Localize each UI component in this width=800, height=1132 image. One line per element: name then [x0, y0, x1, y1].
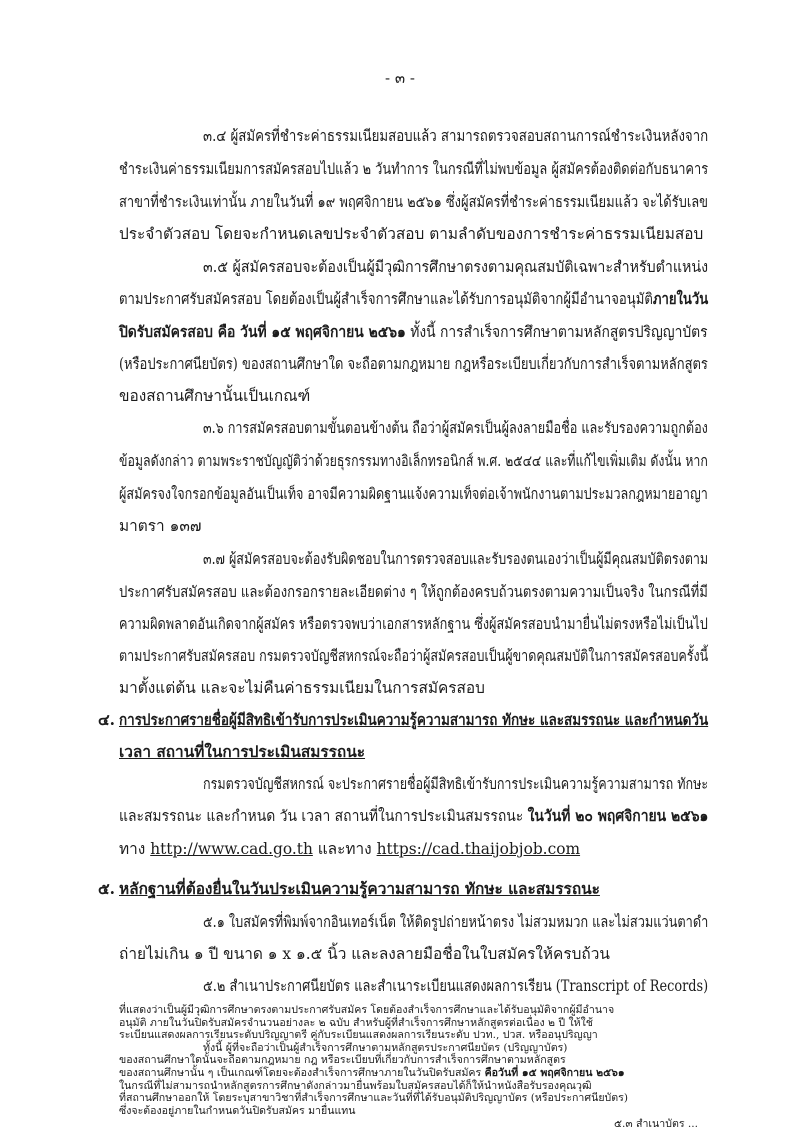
section-4-heading-line-2: เวลา สถานที่ในการประเมินสมรรถนะ [119, 743, 366, 761]
para-3-7-line-1: ๓.๗ ผู้สมัครสอบจะต้องรับผิดชอบในการตรวจสอบและรับรองตนเองว่าเป็นผู้มีคุณสมบัติตรงตาม [203, 550, 709, 568]
para-3-6-line-4: มาตรา ๑๓๗ [119, 517, 202, 535]
para-3-5-line-1: ๓.๕ ผู้สมัครสอบจะต้องเป็นผู้มีวุฒิการศึกษาตรงตามคุณสมบัติเฉพาะสำหรับตำแหน่ง [203, 258, 709, 276]
para-5-2-line-9: ที่สถานศึกษาออกให้ โดยระบุสาขาวิชาที่สำเร็จการศึกษาและวันที่ที่ได้รับอนุมัติปริญญาบัตร (หรือประกาศนียบัตร) [119, 1092, 628, 1105]
para-5-2-line-8: ในกรณีที่ไม่สามารถนำหลักสูตรการศึกษาดังกล่าวมายื่นพร้อมใบสมัครสอบได้ก็ให้นำหนังสือรับรองคุณวุฒิ [119, 1079, 592, 1092]
para-3-4-line-1: ๓.๔ ผู้สมัครที่ชำระค่าธรรมเนียมสอบแล้ว สามารถตรวจสอบสถานการณ์ชำระเงินหลังจาก [203, 127, 709, 145]
para-3-5-line-5: ของสถานศึกษานั้นเป็นเกณฑ์ [119, 387, 311, 405]
para-5-2-line-10: ซึ่งจะต้องอยู่ภายในกำหนดวันปิดรับสมัคร มายื่นแทน [119, 1104, 356, 1117]
para-5-1-line-2: ถ่ายไม่เกิน ๑ ปี ขนาด ๑ x ๑.๕ นิ้ว และลงลายมือชื่อในใบสมัครให้ครบถ้วน [119, 945, 610, 963]
para-5-2-line-7: ของสถานศึกษานั้น ๆ เป็นเกณฑ์โดยจะต้องสำเร็จการศึกษาภายในวันปิดรับสมัคร คือวันที่ ๑๕ พฤศจิกายน ๒๕๖๑ [119, 1067, 625, 1079]
para-3-7-line-5: มาตั้งแต่ต้น และจะไม่คืนค่าธรรมเนียมในการสมัครสอบ [119, 679, 485, 697]
cad-website-link[interactable]: http://www.cad.go.th [150, 840, 313, 858]
para-5-2-line-5: ทั้งนี้ ผู้ที่จะถือว่าเป็นผู้สำเร็จการศึกษาตามหลักสูตรประกาศนียบัตร (ปริญญาบัตร) [203, 1041, 568, 1054]
section-5-heading: หลักฐานที่ต้องยื่นในวันประเมินความรู้ความสามารถ ทักษะ และสมรรถนะ [119, 880, 600, 898]
para-5-2-line-6: ของสถานศึกษาใดนั้นจะถือตามกฎหมาย กฎ หรือระเบียบที่เกี่ยวกับการสำเร็จการศึกษาตามหลักสูตร [119, 1054, 566, 1067]
para-3-7-line-3: ความผิดพลาดอันเกิดจากผู้สมัคร หรือตรวจพบว่าเอกสารหลักฐาน ซึ่งผู้สมัครสอบนำมายื่นไม่ตรงหรือไม่เป็นไป [119, 615, 708, 633]
para-5-2-line-4: ระเบียนแสดงผลการเรียนระดับปริญญาตรี คู่กับระเบียนแสดงผลการเรียนระดับ ปวท., ปวส. หรืออนุปริญญา [119, 1029, 598, 1042]
page-number: - ๓ - [385, 69, 415, 87]
para-3-4-line-2: ชำระเงินค่าธรรมเนียมการสมัครสอบไปแล้ว ๒ วันทำการ ในกรณีที่ไม่พบข้อมูล ผู้สมัครต้องติดต่อกับธนาคาร [119, 160, 709, 178]
para-3-5-line-2: ตามประกาศรับสมัครสอบ โดยต้องเป็นผู้สำเร็จการศึกษาและได้รับการอนุมัติจากผู้มีอำนาจอนุมัติภายในวัน [119, 290, 709, 308]
para-3-7-line-4: ตามประกาศรับสมัครสอบ กรมตรวจบัญชีสหกรณ์จะถือว่าผู้สมัครสอบเป็นผู้ขาดคุณสมบัติในการสมัครสอบครั้งนี้ [119, 647, 709, 665]
para-5-2-line-1: ๕.๒ สำเนาประกาศนียบัตร และสำเนาระเบียนแสดงผลการเรียน (Transcript of Records) [203, 977, 709, 995]
para-3-4-line-4: ประจำตัวสอบ โดยจะกำหนดเลขประจำตัวสอบ ตามลำดับของการชำระค่าธรรมเนียมสอบ [119, 225, 704, 243]
para-3-5-line-4: (หรือประกาศนียบัตร) ของสถานศึกษาใด จะถือตามกฎหมาย กฎหรือระเบียบเกี่ยวกับการสำเร็จตามหลักสูตร [119, 355, 708, 373]
para-3-6-line-3: ผู้สมัครจงใจกรอกข้อมูลอันเป็นเท็จ อาจมีความผิดฐานแจ้งความเท็จต่อเจ้าพนักงานตามประมวลกฎหมายอาญา [119, 485, 708, 503]
para-5-2-line-2: ที่แสดงว่าเป็นผู้มีวุฒิการศึกษาตรงตามประกาศรับสมัคร โดยต้องสำเร็จการศึกษาและได้รับอนุมัติจากผู้มีอำนาจ [119, 1004, 615, 1016]
continuation-marker: ๕.๓ สำเนาบัตร ... [614, 1118, 698, 1131]
para-3-7-line-2: ประกาศรับสมัครสอบ และต้องกรอกรายละเอียดต่าง ๆ ให้ถูกต้องครบถ้วนตรงตามความเป็นจริง ในกรณีที่มี [119, 583, 708, 601]
section-4-body-line-3: ทาง http://www.cad.go.th และทาง https://cad.thaijobjob.com [119, 840, 581, 858]
section-4-body-line-1: กรมตรวจบัญชีสหกรณ์ จะประกาศรายชื่อผู้มีสิทธิเข้ารับการประเมินความรู้ความสามารถ ทักษะ [203, 775, 709, 793]
thaijobjob-website-link[interactable]: https://cad.thaijobjob.com [376, 840, 581, 858]
section-4-heading-line-1: การประกาศรายชื่อผู้มีสิทธิเข้ารับการประเมินความรู้ความสามารถ ทักษะ และสมรรถนะ และกำหนดวัน [119, 711, 709, 729]
section-5-number: ๕. [98, 880, 116, 898]
section-4-body-line-2: และสมรรถนะ และกำหนด วัน เวลา สถานที่ในการประเมินสมรรถนะ ในวันที่ ๒๐ พฤศจิกายน ๒๕๖๑ [119, 807, 709, 825]
section-4-number: ๔. [98, 711, 116, 729]
para-5-2-line-3: อนุมัติ ภายในวันปิดรับสมัครจำนวนอย่างละ ๒ ฉบับ สำหรับผู้ที่สำเร็จการศึกษาหลักสูตรต่อเนื่อง ๒ ปี ให้ใช้ [119, 1016, 593, 1029]
para-5-1-line-1: ๕.๑ ใบสมัครที่พิมพ์จากอินเทอร์เน็ต ให้ติดรูปถ่ายหน้าตรง ไม่สวมหมวก และไม่สวมแว่นตาดำ [203, 913, 709, 931]
para-3-5-line-3: ปิดรับสมัครสอบ คือ วันที่ ๑๕ พฤศจิกายน ๒๕๖๑ ทั้งนี้ การสำเร็จการศึกษาตามหลักสูตรปริญญาบัตร [119, 323, 708, 341]
para-3-4-line-3: สาขาที่ชำระเงินเท่านั้น ภายในวันที่ ๑๙ พฤศจิกายน ๒๕๖๑ ซึ่งผู้สมัครที่ชำระค่าธรรมเนียมแล้ว จะได้รับเลข [119, 193, 709, 211]
para-3-6-line-2: ข้อมูลดังกล่าว ตามพระราชบัญญัติว่าด้วยธุรกรรมทางอิเล็กทรอนิกส์ พ.ศ. ๒๕๔๔ และที่แก้ไขเพิ่มเติม ดังนั้น หาก [119, 452, 708, 470]
para-3-6-line-1: ๓.๖ การสมัครสอบตามขั้นตอนข้างต้น ถือว่าผู้สมัครเป็นผู้ลงลายมือชื่อ และรับรองความถูกต้อง [203, 419, 708, 437]
